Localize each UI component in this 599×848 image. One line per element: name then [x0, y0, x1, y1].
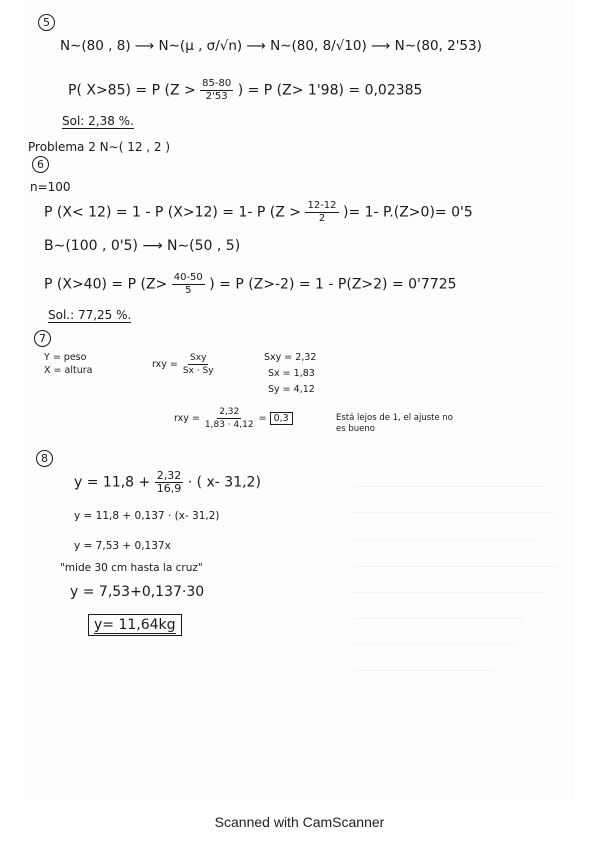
- problem-7-comment-line-1: Está lejos de 1, el ajuste no: [336, 413, 453, 423]
- problem-7-x-definition: X = altura: [44, 365, 93, 376]
- problem-8-line-2: y = 11,8 + 0,137 · (x- 31,2): [74, 510, 220, 522]
- show-through-line: [354, 512, 554, 513]
- problem-7-sy-value: Sy = 4,12: [268, 384, 315, 395]
- problem-8-answer-box: [88, 614, 182, 636]
- problem-7-y-definition: Y = peso: [44, 352, 87, 363]
- problem-6-number: 6: [32, 156, 49, 173]
- problem-6-line-3: P (X>40) = P (Z> $\frac{40-50}{5}$ ) = P (Z>-2) = 1 - P(Z>2) = 0'7725: [44, 272, 457, 296]
- problem-7-rxy-formula: rxy = $\frac{\text{Sxy}}{Sx \cdot Sy}$: [152, 353, 214, 376]
- problem-7-sxy-value: Sxy = 2,32: [264, 352, 317, 363]
- scanned-page: [24, 0, 575, 800]
- problem-5-solution: Sol: 2,38 %.: [62, 114, 134, 128]
- problem-5-probability-line: P( X>85) = P (Z > $\frac{85-80}{2'53}$ ) = P (Z> 1'98) = 0,02385: [68, 78, 423, 102]
- problem-8-answer: y= 11,64kg: [94, 617, 176, 633]
- show-through-line: [354, 618, 524, 619]
- problem-6-solution: Sol.: 77,25 %.: [48, 308, 132, 322]
- show-through-line: [354, 644, 514, 645]
- problem-7-comment-line-2: es bueno: [336, 424, 375, 434]
- problem-5-number: 5: [38, 14, 55, 31]
- problem-5-distribution-line: N∼(80 , 8) ⟶ N∼(μ , σ/√n) ⟶ N∼(80, 8/√10) ⟶ N∼(80, 2'53): [60, 38, 482, 54]
- problem-6-line-1: P (X< 12) = 1 - P (X>12) = 1- P (Z > $\frac{12-12}{2}$ )= 1- P.(Z>0)= 0'5: [44, 200, 473, 224]
- show-through-line: [354, 486, 544, 487]
- show-through-line: [354, 566, 559, 567]
- problem-7-sx-value: Sx = 1,83: [268, 368, 315, 379]
- problem-8-line-3: y = 7,53 + 0,137x: [74, 540, 171, 552]
- problem-6-sample-size: n=100: [30, 180, 71, 194]
- problem-8-line-4: y = 7,53+0,137·30: [70, 584, 205, 600]
- problem-7-number: 7: [34, 330, 51, 347]
- problem-6-header: Problema 2 N∼( 12 , 2 ): [28, 140, 171, 154]
- camscanner-watermark: Scanned with CamScanner: [214, 814, 385, 830]
- show-through-line: [354, 670, 494, 671]
- show-through-line: [354, 592, 544, 593]
- show-through-line: [354, 540, 534, 541]
- problem-8-number: 8: [36, 450, 53, 467]
- problem-8-line-1: y = 11,8 + $\frac{2,32}{16,9}$ · ( x- 31,2): [74, 469, 261, 495]
- problem-8-quote: "mide 30 cm hasta la cruz": [60, 562, 203, 574]
- problem-7-calculation: rxy = $\frac{2,32}{1,83 \cdot 4,12}$ = 0,3: [174, 406, 293, 431]
- problem-6-binomial-line: B∼(100 , 0'5) ⟶ N∼(50 , 5): [44, 238, 241, 254]
- problem-7-result-box: 0,3: [270, 412, 293, 425]
